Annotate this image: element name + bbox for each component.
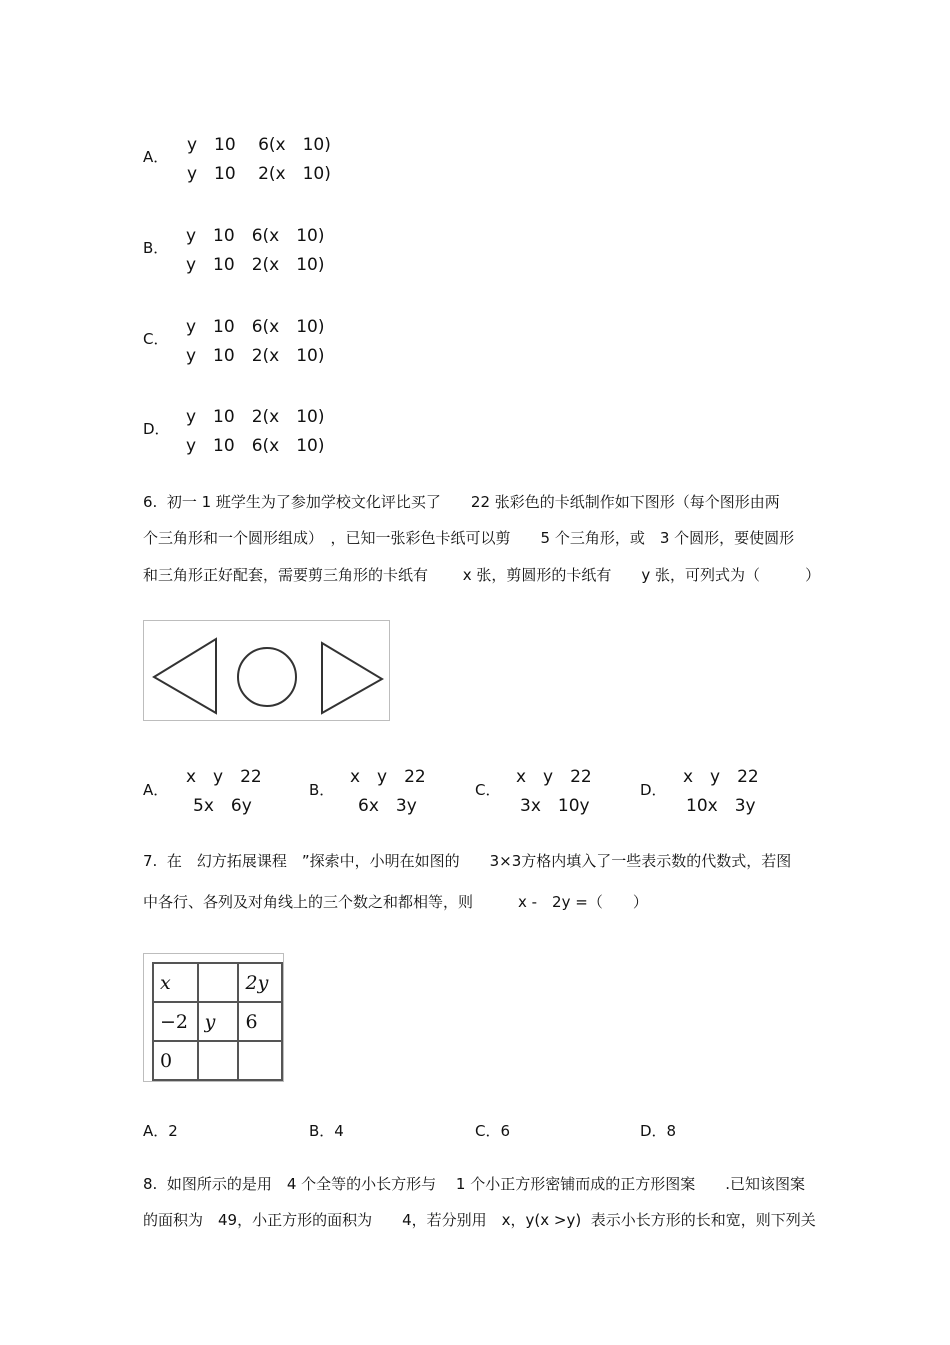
equation-line: 3x 10y — [520, 796, 590, 816]
question-text: 8. 如图所示的是用 4 个全等的小长方形与 1 个小正方形密铺而成的正方形图案 .已知该图案 — [143, 1175, 806, 1193]
question-text: 中各行、各列及对角线上的三个数之和都相等，则 x - 2y =（ ） — [143, 893, 648, 911]
shapes-figure — [143, 620, 390, 721]
equation-line: x y 22 — [186, 767, 262, 787]
equation-line: y 10 6(x 10) — [186, 226, 325, 246]
grid-cell: 6 — [238, 1002, 282, 1041]
equation-line: 10x 3y — [686, 796, 756, 816]
option-label: D． — [640, 781, 667, 799]
option-c: C．6 — [475, 1122, 511, 1140]
equation-line: y 10 2(x 10) — [187, 164, 331, 184]
equation-line: x y 22 — [683, 767, 759, 787]
option-label: A． — [143, 781, 169, 799]
triangle-circle-triangle-drawing — [144, 621, 389, 720]
grid-row — [153, 963, 282, 1002]
equation-line: y 10 2(x 10) — [186, 346, 325, 366]
right-triangle — [322, 643, 382, 713]
option-label: B． — [309, 781, 335, 799]
option-label: B． — [143, 239, 169, 257]
grid-cell: x — [153, 963, 198, 1002]
circle — [238, 648, 296, 706]
question-text: 的面积为 49，小正方形的面积为 4，若分别用 x，y(x >y) 表示小长方形的长和宽，则下列关 — [143, 1211, 816, 1229]
option-label: A． — [143, 148, 169, 166]
equation-line: y 10 6(x 10) — [186, 317, 325, 337]
grid-row — [153, 1041, 282, 1080]
question-text: 7. 在 幻方拓展课程 ”探索中，小明在如图的 3×3方格内填入了一些表示数的代数式，若图 — [143, 852, 792, 870]
magic-square-figure — [143, 953, 284, 1082]
equation-line: x y 22 — [350, 767, 426, 787]
grid-row — [153, 1002, 282, 1041]
grid-cell: −2 — [153, 1002, 198, 1041]
grid-cell: y — [198, 1002, 239, 1041]
option-a: A．2 — [143, 1122, 178, 1140]
option-label: C． — [143, 330, 169, 348]
question-text: 6. 初一 1 班学生为了参加学校文化评比买了 22 张彩色的卡纸制作如下图形（每个图形由两 — [143, 493, 780, 511]
grid-cell — [198, 1041, 239, 1080]
option-label: C． — [475, 781, 501, 799]
question-text: 个三角形和一个圆形组成） ，已知一张彩色卡纸可以剪 5 个三角形，或 3 个圆形，要使圆形 — [143, 529, 795, 547]
left-triangle — [154, 639, 216, 713]
equation-line: y 10 6(x 10) — [186, 436, 325, 456]
option-label: D． — [143, 420, 170, 438]
equation-line: 6x 3y — [358, 796, 417, 816]
equation-line: 5x 6y — [193, 796, 252, 816]
equation-line: y 10 2(x 10) — [186, 407, 325, 427]
grid-cell — [198, 963, 239, 1002]
equation-line: x y 22 — [516, 767, 592, 787]
grid-cell: 0 — [153, 1041, 198, 1080]
equation-line: y 10 6(x 10) — [187, 135, 331, 155]
option-b: B．4 — [309, 1122, 344, 1140]
option-d: D．8 — [640, 1122, 677, 1140]
magic-square-grid — [152, 962, 283, 1081]
equation-line: y 10 2(x 10) — [186, 255, 325, 275]
question-text: 和三角形正好配套，需要剪三角形的卡纸有 x 张，剪圆形的卡纸有 y 张，可列式为（ ） — [143, 566, 821, 584]
grid-cell: 2y — [238, 963, 282, 1002]
grid-cell — [238, 1041, 282, 1080]
